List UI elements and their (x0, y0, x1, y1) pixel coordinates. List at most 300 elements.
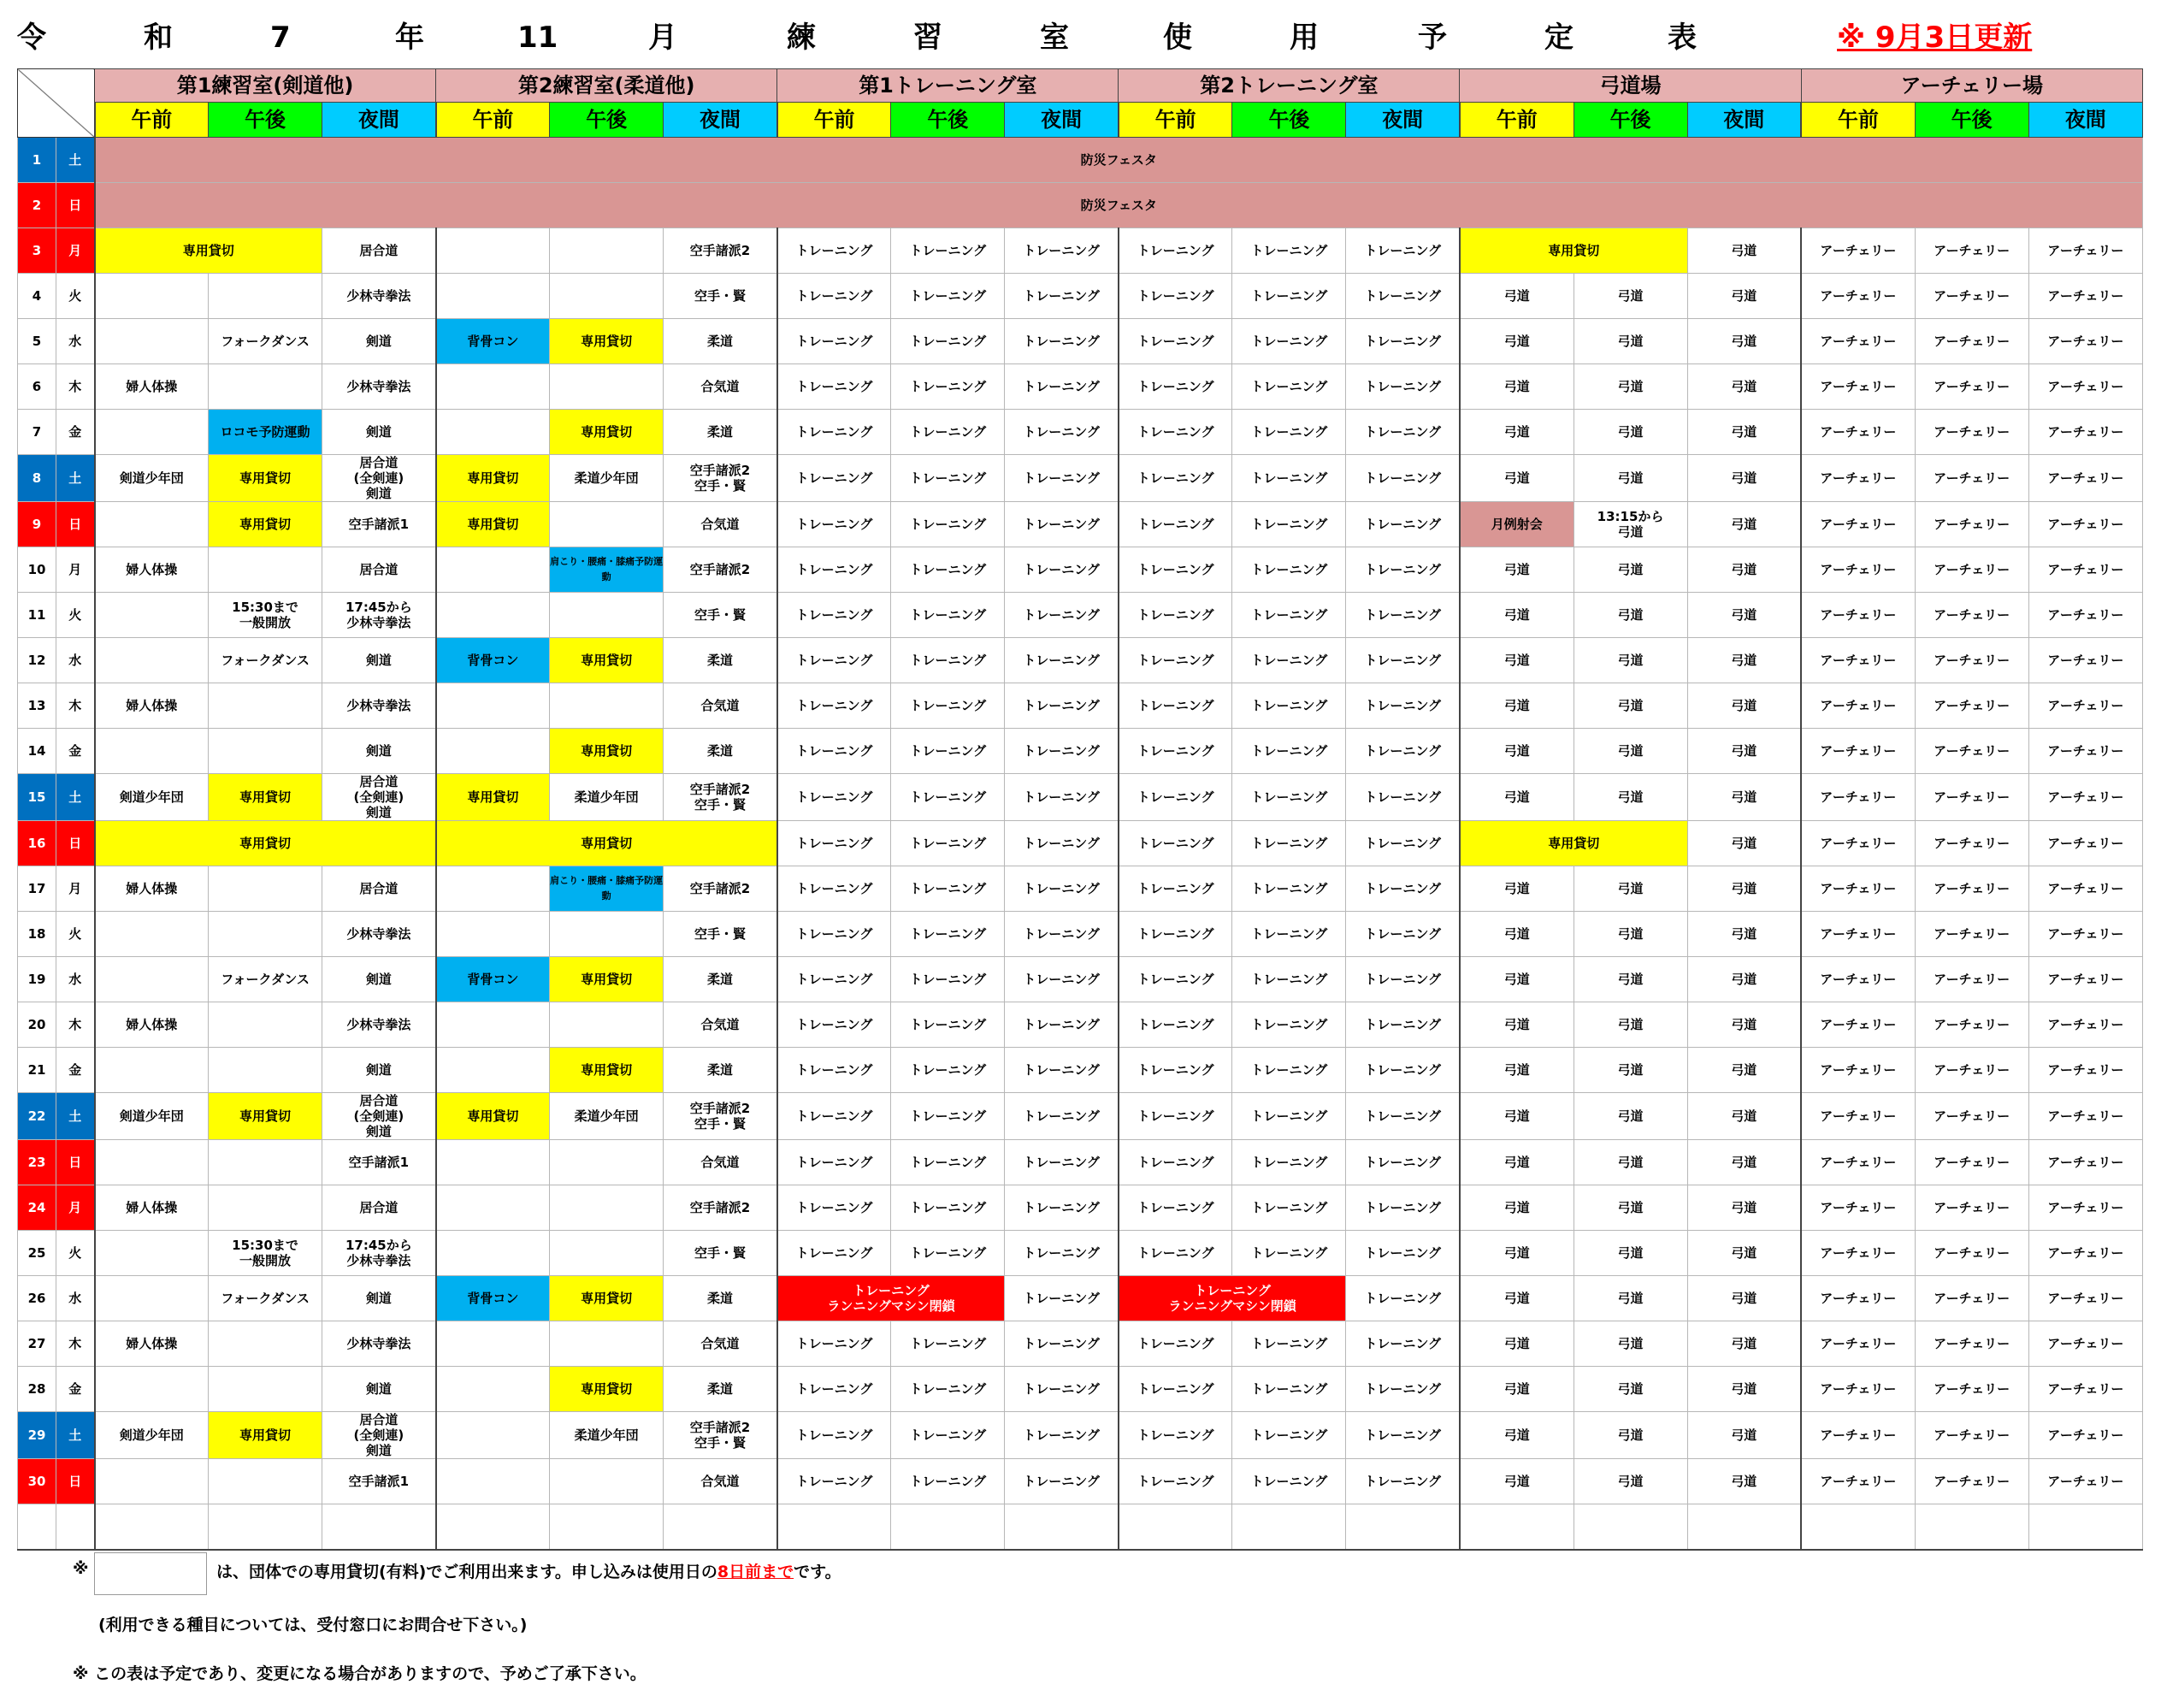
schedule-cell: 弓道 (1460, 547, 1574, 593)
schedule-cell: トレーニング (777, 1412, 891, 1459)
schedule-row (18, 455, 2143, 502)
weekday-cell: 水 (56, 1276, 95, 1321)
weekday-cell: 日 (56, 1459, 95, 1504)
schedule-cell: 弓道 (1574, 1412, 1687, 1459)
schedule-cell: トレーニング (1346, 1048, 1460, 1093)
schedule-cell: 弓道 (1460, 1276, 1574, 1321)
schedule-cell: トレーニング (1232, 638, 1346, 683)
schedule-cell: 弓道 (1687, 1002, 1801, 1048)
weekday-cell: 火 (56, 274, 95, 319)
title-char: 練 (787, 21, 816, 55)
weekday-cell: 木 (56, 683, 95, 729)
schedule-cell: トレーニング (1232, 1140, 1346, 1185)
schedule-cell: 専用貸切 (209, 455, 322, 502)
schedule-cell: 弓道 (1460, 1140, 1574, 1185)
schedule-cell (436, 1321, 550, 1367)
schedule-cell: 月例射会 (1460, 502, 1574, 547)
schedule-cell: 専用貸切 (436, 774, 550, 821)
schedule-cell (436, 1231, 550, 1276)
schedule-cell: アーチェリー (2028, 319, 2142, 364)
schedule-cell: 合気道 (664, 683, 777, 729)
schedule-row (18, 593, 2143, 638)
schedule-cell: トレーニング (1119, 319, 1232, 364)
title-char: 年 (395, 21, 424, 55)
schedule-cell: 剣道少年団 (95, 455, 209, 502)
schedule-cell (550, 683, 664, 729)
day-cell: 23 (18, 1140, 56, 1185)
schedule-cell: アーチェリー (1801, 455, 1915, 502)
weekday-cell: 日 (56, 1140, 95, 1185)
schedule-cell (209, 729, 322, 774)
title-char: 習 (913, 21, 942, 55)
schedule-cell: 柔道 (664, 1048, 777, 1093)
schedule-cell: 弓道 (1687, 410, 1801, 455)
weekday-cell: 月 (56, 1185, 95, 1231)
schedule-cell: 合気道 (664, 502, 777, 547)
schedule-cell: アーチェリー (2028, 638, 2142, 683)
schedule-cell: トレーニング (1005, 912, 1119, 957)
title-char: 11 (517, 21, 558, 55)
schedule-cell: 弓道 (1460, 274, 1574, 319)
schedule-cell (436, 1002, 550, 1048)
schedule-cell: トレーニング ランニングマシン閉鎖 (1119, 1276, 1346, 1321)
note-line-1 (216, 1559, 841, 1582)
schedule-cell (436, 1048, 550, 1093)
schedule-cell: アーチェリー (2028, 547, 2142, 593)
schedule-cell: トレーニング (1232, 1367, 1346, 1412)
schedule-cell: 居合道 (全剣連) 剣道 (322, 774, 436, 821)
schedule-row (18, 1504, 2143, 1551)
day-cell: 14 (18, 729, 56, 774)
schedule-cell: 剣道少年団 (95, 1412, 209, 1459)
schedule-cell: トレーニング (1005, 1231, 1119, 1276)
day-cell: 7 (18, 410, 56, 455)
slot-header-pm: 午後 (550, 103, 664, 138)
schedule-cell: アーチェリー (1801, 1002, 1915, 1048)
schedule-cell: 弓道 (1574, 957, 1687, 1002)
schedule-cell: 弓道 (1460, 1412, 1574, 1459)
schedule-cell: 剣道 (322, 1276, 436, 1321)
weekday-cell: 金 (56, 729, 95, 774)
schedule-cell (550, 228, 664, 274)
schedule-cell (322, 1504, 436, 1551)
schedule-cell (436, 1459, 550, 1504)
schedule-cell: トレーニング (1232, 683, 1346, 729)
day-cell: 17 (18, 866, 56, 912)
schedule-cell: 柔道 (664, 410, 777, 455)
schedule-cell: アーチェリー (2028, 774, 2142, 821)
schedule-cell: トレーニング (1232, 1048, 1346, 1093)
day-cell: 28 (18, 1367, 56, 1412)
schedule-cell: トレーニング (891, 912, 1005, 957)
schedule-cell: トレーニング (777, 364, 891, 410)
schedule-cell: トレーニング (891, 729, 1005, 774)
schedule-cell: アーチェリー (1801, 683, 1915, 729)
schedule-cell: トレーニング (1005, 638, 1119, 683)
schedule-cell (95, 957, 209, 1002)
schedule-cell: 居合道 (322, 1185, 436, 1231)
schedule-cell: 専用貸切 (550, 1367, 664, 1412)
day-cell: 1 (18, 138, 56, 183)
schedule-cell: 専用貸切 (550, 319, 664, 364)
schedule-cell: 弓道 (1687, 1231, 1801, 1276)
schedule-cell: アーチェリー (1801, 866, 1915, 912)
schedule-cell: トレーニング (1005, 502, 1119, 547)
schedule-cell: 柔道 (664, 1276, 777, 1321)
schedule-cell: トレーニング (891, 1367, 1005, 1412)
schedule-cell: アーチェリー (1915, 228, 2028, 274)
schedule-cell: アーチェリー (2028, 1459, 2142, 1504)
schedule-cell: 空手・賢 (664, 593, 777, 638)
schedule-cell: トレーニング (1119, 866, 1232, 912)
schedule-cell: 防災フェスタ (95, 138, 2143, 183)
schedule-cell: トレーニング (891, 455, 1005, 502)
schedule-cell: トレーニング (1005, 1412, 1119, 1459)
weekday-cell: 土 (56, 1093, 95, 1140)
note-deadline: 8日前まで (717, 1563, 794, 1581)
schedule-cell: トレーニング (1119, 274, 1232, 319)
schedule-cell (550, 502, 664, 547)
schedule-cell: トレーニング (1119, 957, 1232, 1002)
schedule-cell: 弓道 (1460, 410, 1574, 455)
title-char: 7 (270, 21, 291, 55)
schedule-cell: トレーニング (891, 683, 1005, 729)
schedule-cell: トレーニング (891, 1321, 1005, 1367)
schedule-cell: トレーニング (1119, 1185, 1232, 1231)
schedule-cell: トレーニング (1232, 866, 1346, 912)
schedule-cell (1460, 1504, 1574, 1551)
schedule-cell: 弓道 (1574, 1002, 1687, 1048)
schedule-cell: 弓道 (1687, 774, 1801, 821)
schedule-cell: トレーニング (891, 1185, 1005, 1231)
schedule-cell: トレーニング (1232, 274, 1346, 319)
schedule-cell (95, 638, 209, 683)
schedule-cell (95, 1276, 209, 1321)
schedule-cell: トレーニング (1119, 364, 1232, 410)
schedule-cell: アーチェリー (1915, 502, 2028, 547)
note-line-2: (利用できる種目については、受付窓口にお問合せ下さい。) (98, 1616, 528, 1634)
schedule-cell: トレーニング (891, 866, 1005, 912)
schedule-cell: 空手・賢 (664, 1231, 777, 1276)
room-header: 弓道場 (1460, 69, 1801, 103)
schedule-cell (436, 593, 550, 638)
schedule-cell: トレーニング (1232, 228, 1346, 274)
schedule-cell: トレーニング (1005, 683, 1119, 729)
schedule-cell: 弓道 (1574, 1321, 1687, 1367)
schedule-cell: アーチェリー (1915, 547, 2028, 593)
slot-header-evening: 夜間 (1005, 103, 1119, 138)
schedule-cell: 弓道 (1460, 1048, 1574, 1093)
schedule-cell: 弓道 (1574, 455, 1687, 502)
schedule-cell: トレーニング (1005, 274, 1119, 319)
schedule-cell: トレーニング (1005, 1093, 1119, 1140)
schedule-cell: アーチェリー (2028, 593, 2142, 638)
schedule-cell: トレーニング (1119, 729, 1232, 774)
schedule-cell: トレーニング (1346, 821, 1460, 866)
schedule-cell: アーチェリー (2028, 912, 2142, 957)
weekday-cell: 火 (56, 593, 95, 638)
schedule-cell: トレーニング (1232, 1459, 1346, 1504)
schedule-cell: トレーニング (1005, 1459, 1119, 1504)
schedule-cell: 弓道 (1687, 1412, 1801, 1459)
schedule-cell: アーチェリー (2028, 455, 2142, 502)
schedule-cell: トレーニング (891, 1002, 1005, 1048)
schedule-cell: ロコモ予防運動 (209, 410, 322, 455)
schedule-cell: アーチェリー (1801, 228, 1915, 274)
schedule-cell: アーチェリー (1915, 729, 2028, 774)
schedule-cell (436, 912, 550, 957)
schedule-cell: トレーニング (891, 364, 1005, 410)
schedule-cell: トレーニング (1232, 912, 1346, 957)
schedule-cell: 弓道 (1687, 821, 1801, 866)
page-title (17, 12, 2159, 65)
schedule-cell: トレーニング (1232, 410, 1346, 455)
day-cell: 22 (18, 1093, 56, 1140)
schedule-cell (550, 1459, 664, 1504)
schedule-cell: アーチェリー (1915, 455, 2028, 502)
schedule-cell: アーチェリー (1801, 502, 1915, 547)
schedule-cell: 剣道 (322, 1367, 436, 1412)
schedule-cell: アーチェリー (1801, 638, 1915, 683)
schedule-cell: 弓道 (1687, 319, 1801, 364)
schedule-cell (550, 912, 664, 957)
day-cell: 13 (18, 683, 56, 729)
schedule-cell: アーチェリー (1801, 1140, 1915, 1185)
schedule-cell (436, 410, 550, 455)
schedule-cell: 居合道 (全剣連) 剣道 (322, 1412, 436, 1459)
day-cell: 25 (18, 1231, 56, 1276)
schedule-cell (95, 1367, 209, 1412)
schedule-cell: トレーニング (777, 593, 891, 638)
schedule-cell: 弓道 (1574, 410, 1687, 455)
schedule-cell: 合気道 (664, 1321, 777, 1367)
schedule-cell: トレーニング (1346, 1185, 1460, 1231)
schedule-cell: 弓道 (1460, 912, 1574, 957)
schedule-cell: アーチェリー (2028, 1048, 2142, 1093)
weekday-cell: 土 (56, 455, 95, 502)
schedule-cell: トレーニング (1119, 1367, 1232, 1412)
schedule-cell: トレーニング (777, 1002, 891, 1048)
schedule-cell: アーチェリー (2028, 821, 2142, 866)
schedule-cell: 弓道 (1460, 364, 1574, 410)
schedule-cell: トレーニング (777, 957, 891, 1002)
day-cell: 5 (18, 319, 56, 364)
schedule-cell: 弓道 (1574, 729, 1687, 774)
schedule-cell: 合気道 (664, 1140, 777, 1185)
schedule-cell: アーチェリー (1801, 364, 1915, 410)
schedule-cell: トレーニング (1005, 821, 1119, 866)
schedule-cell: 剣道少年団 (95, 1093, 209, 1140)
schedule-cell: トレーニング (1005, 547, 1119, 593)
schedule-row (18, 1185, 2143, 1231)
schedule-cell: 専用貸切 (550, 1276, 664, 1321)
schedule-cell: トレーニング (891, 547, 1005, 593)
day-cell: 10 (18, 547, 56, 593)
slot-header-am: 午前 (436, 103, 550, 138)
schedule-cell (209, 912, 322, 957)
schedule-cell: アーチェリー (1915, 1459, 2028, 1504)
schedule-cell: 背骨コン (436, 319, 550, 364)
weekday-cell: 土 (56, 1412, 95, 1459)
schedule-cell: 17:45から 少林寺拳法 (322, 593, 436, 638)
schedule-cell: アーチェリー (1915, 821, 2028, 866)
schedule-cell: 弓道 (1460, 683, 1574, 729)
schedule-cell (436, 274, 550, 319)
schedule-cell (1801, 1504, 1915, 1551)
schedule-cell: トレーニング (891, 228, 1005, 274)
schedule-body (18, 138, 2143, 1551)
weekday-cell (56, 1504, 95, 1551)
schedule-cell: トレーニング (1119, 1140, 1232, 1185)
schedule-cell (209, 274, 322, 319)
schedule-cell: 柔道 (664, 319, 777, 364)
schedule-cell: アーチェリー (2028, 957, 2142, 1002)
schedule-cell (209, 1048, 322, 1093)
schedule-cell: トレーニング (1232, 1093, 1346, 1140)
schedule-cell: トレーニング (1005, 774, 1119, 821)
slot-header-evening: 夜間 (2028, 103, 2142, 138)
schedule-cell: 少林寺拳法 (322, 912, 436, 957)
schedule-cell: アーチェリー (1915, 1048, 2028, 1093)
schedule-cell: アーチェリー (2028, 729, 2142, 774)
weekday-cell: 日 (56, 183, 95, 228)
schedule-cell (777, 1504, 891, 1551)
schedule-cell: トレーニング (1232, 455, 1346, 502)
note-line-1-text: は、団体での専用貸切(有料)でご利用出来ます。申し込みは使用日の (216, 1563, 717, 1581)
schedule-cell (95, 1231, 209, 1276)
schedule-cell: トレーニング (1346, 1140, 1460, 1185)
schedule-cell: アーチェリー (1801, 1367, 1915, 1412)
schedule-cell: トレーニング (891, 1231, 1005, 1276)
day-cell: 4 (18, 274, 56, 319)
schedule-cell: アーチェリー (1915, 410, 2028, 455)
schedule-row (18, 912, 2143, 957)
schedule-row (18, 1276, 2143, 1321)
schedule-cell: アーチェリー (1915, 1321, 2028, 1367)
schedule-cell: トレーニング (1005, 1048, 1119, 1093)
schedule-cell: 弓道 (1460, 638, 1574, 683)
schedule-cell: アーチェリー (2028, 1367, 2142, 1412)
schedule-cell: 弓道 (1460, 1321, 1574, 1367)
schedule-cell: 弓道 (1687, 1140, 1801, 1185)
schedule-cell: アーチェリー (1801, 1412, 1915, 1459)
schedule-cell (209, 1185, 322, 1231)
schedule-cell: 少林寺拳法 (322, 1002, 436, 1048)
schedule-row (18, 1048, 2143, 1093)
schedule-cell (436, 1140, 550, 1185)
schedule-row (18, 547, 2143, 593)
schedule-cell: アーチェリー (1915, 1093, 2028, 1140)
weekday-cell: 火 (56, 912, 95, 957)
schedule-cell: 空手諸派1 (322, 1459, 436, 1504)
schedule-cell (550, 274, 664, 319)
schedule-row (18, 1459, 2143, 1504)
legend-swatch (94, 1552, 207, 1595)
schedule-cell: トレーニング (1346, 547, 1460, 593)
schedule-cell: 柔道少年団 (550, 774, 664, 821)
schedule-cell: トレーニング (777, 1231, 891, 1276)
schedule-cell: トレーニング (777, 912, 891, 957)
schedule-cell: 弓道 (1574, 364, 1687, 410)
schedule-cell: アーチェリー (2028, 1276, 2142, 1321)
schedule-cell: 弓道 (1687, 364, 1801, 410)
schedule-cell: 剣道 (322, 410, 436, 455)
schedule-cell (209, 1140, 322, 1185)
schedule-cell: 少林寺拳法 (322, 274, 436, 319)
day-cell: 29 (18, 1412, 56, 1459)
schedule-cell: 弓道 (1460, 593, 1574, 638)
schedule-cell: 専用貸切 (550, 1048, 664, 1093)
schedule-cell: 弓道 (1574, 1093, 1687, 1140)
schedule-cell: アーチェリー (2028, 683, 2142, 729)
schedule-cell: アーチェリー (1801, 593, 1915, 638)
schedule-cell (550, 1185, 664, 1231)
schedule-cell: トレーニング (1232, 1321, 1346, 1367)
schedule-cell: 剣道 (322, 957, 436, 1002)
schedule-cell: トレーニング (1346, 319, 1460, 364)
corner-cell (18, 69, 95, 138)
schedule-cell: トレーニング (1005, 1140, 1119, 1185)
schedule-cell: 弓道 (1460, 1231, 1574, 1276)
schedule-cell: 合気道 (664, 364, 777, 410)
schedule-cell: アーチェリー (1915, 1140, 2028, 1185)
room-header: 第2練習室(柔道他) (436, 69, 777, 103)
schedule-cell: トレーニング (1346, 638, 1460, 683)
schedule-cell: 専用貸切 (1460, 821, 1687, 866)
schedule-cell: トレーニング (1346, 774, 1460, 821)
schedule-cell (436, 1504, 550, 1551)
schedule-cell: 婦人体操 (95, 1002, 209, 1048)
schedule-cell (209, 1002, 322, 1048)
schedule-row (18, 1412, 2143, 1459)
schedule-cell: アーチェリー (1915, 638, 2028, 683)
schedule-cell: 少林寺拳法 (322, 364, 436, 410)
schedule-cell: 弓道 (1687, 866, 1801, 912)
note-mark: ※ (73, 1559, 89, 1578)
schedule-cell: トレーニング (1119, 1048, 1232, 1093)
weekday-cell: 木 (56, 1321, 95, 1367)
schedule-cell (1915, 1504, 2028, 1551)
schedule-cell: トレーニング (1346, 729, 1460, 774)
schedule-cell: トレーニング (1346, 866, 1460, 912)
schedule-cell: アーチェリー (1801, 410, 1915, 455)
schedule-cell: 弓道 (1460, 1002, 1574, 1048)
schedule-cell: 弓道 (1687, 683, 1801, 729)
schedule-cell: 弓道 (1687, 1459, 1801, 1504)
schedule-cell (1119, 1504, 1232, 1551)
schedule-cell: 居合道 (322, 228, 436, 274)
schedule-cell: トレーニング (1005, 364, 1119, 410)
schedule-cell: トレーニング (1119, 547, 1232, 593)
schedule-cell: フォークダンス (209, 1276, 322, 1321)
room-header: 第1練習室(剣道他) (95, 69, 436, 103)
schedule-cell: 少林寺拳法 (322, 1321, 436, 1367)
slot-header-am: 午前 (1460, 103, 1574, 138)
schedule-cell: トレーニング (1346, 1002, 1460, 1048)
schedule-cell: トレーニング (1346, 1412, 1460, 1459)
schedule-cell: トレーニング (1119, 1231, 1232, 1276)
schedule-cell: 専用貸切 (550, 957, 664, 1002)
schedule-cell: アーチェリー (1801, 1185, 1915, 1231)
schedule-cell: アーチェリー (1801, 319, 1915, 364)
schedule-cell: 婦人体操 (95, 1185, 209, 1231)
schedule-cell: トレーニング (1119, 774, 1232, 821)
schedule-cell: 弓道 (1574, 319, 1687, 364)
schedule-cell: トレーニング (1005, 1185, 1119, 1231)
title-char: 表 (1668, 21, 1697, 55)
schedule-cell: トレーニング (1232, 729, 1346, 774)
schedule-cell: 居合道 (全剣連) 剣道 (322, 1093, 436, 1140)
